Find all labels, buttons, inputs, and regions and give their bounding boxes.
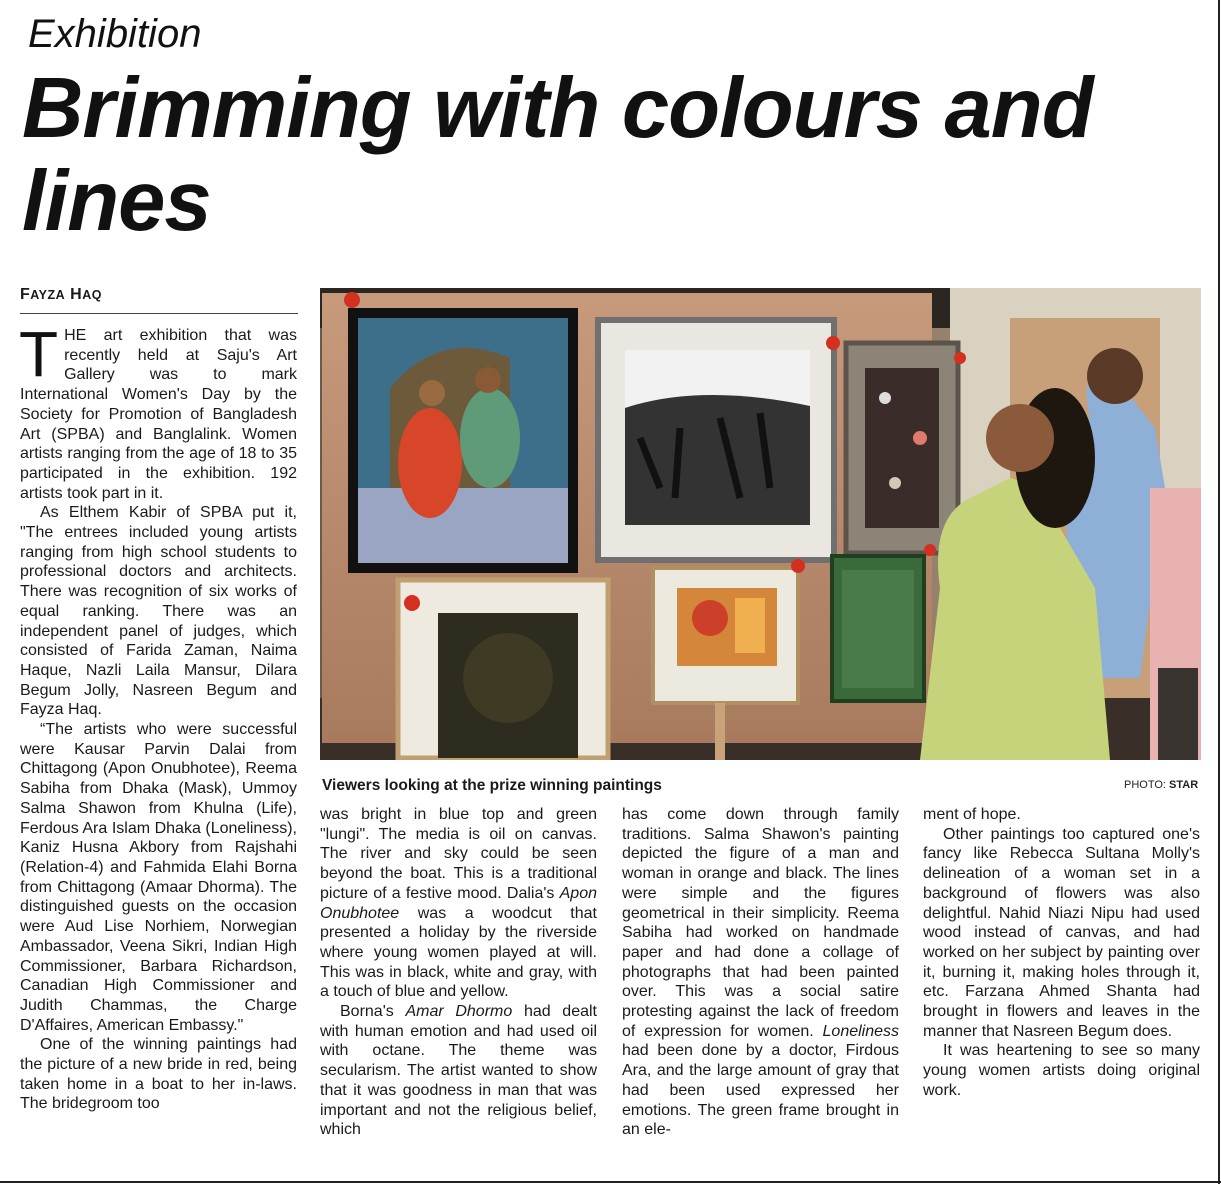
article-column-2 (320, 805, 597, 1140)
photo-credit-source: STAR (1169, 779, 1199, 791)
headline: Brimming with colours and lines (22, 61, 1093, 249)
byline-rule (20, 313, 298, 314)
byline-first-initial: F (20, 286, 31, 303)
photo-credit-prefix: PHOTO: (1124, 779, 1166, 791)
article-paragraph (320, 1002, 597, 1140)
drop-cap: T (19, 318, 59, 390)
byline-first-rest: AYZA (30, 288, 66, 302)
page-border-right (1218, 0, 1220, 1184)
exhibition-photo (320, 288, 1201, 760)
artwork-title: Loneliness (822, 1022, 900, 1040)
artwork-title: Apon Onubhotee (320, 884, 597, 922)
paragraph-text: has come down through family traditions. Salma Shawon's painting depicted the figure of a man and woman in orange and black. The lines were simple and the figures geometrical in their simplicity. Reema Sabiha had worked on handmade paper and had done a collage of photographs that had been painted over. This was a social satire protesting against the lack of freedom of expression for women. (622, 806, 899, 1040)
section-kicker: Exhibition (28, 12, 202, 56)
article-column-4 (923, 805, 1200, 1101)
article-paragraph: Other paintings too captured one's fancy like Rebecca Sultana Molly's delineation of a woman set in a background of flowers was also delightful. Nahid Niazi Nipu had used wood instead of canvas, and had worked on her subject by painting over it, burning it, making holes through it, etc. Farzana Ahmed Shanta had brought in flowers and leaves in the manner that Nasreen Begum does. (923, 825, 1200, 1040)
paragraph-text: had been done by a doctor, Firdous Ara, and the large amount of gray that had been used expressed her emotions. The green frame brought in an ele- (622, 1042, 899, 1139)
article-column-1 (19, 318, 297, 1114)
article-paragraph: ment of hope. (923, 806, 1021, 823)
byline-last-initial: H (70, 286, 83, 303)
photo-caption: Viewers looking at the prize winning paintings (322, 777, 662, 794)
byline-last-rest: AQ (82, 288, 102, 302)
article-column-3 (622, 805, 899, 1140)
paragraph-text: Borna's (340, 1003, 394, 1021)
article-paragraph: One of the winning paintings had the picture of a new bride in red, being taken home in a boat to her in-laws. The bridegroom too (20, 1036, 297, 1113)
paragraph-text: had dealt with human emotion and had used oil with octane. The theme was secularism. The artist wanted to show that it was goodness in man that was important and not the religious belief, which (320, 1003, 598, 1139)
article-paragraph (19, 318, 297, 503)
paragraph-text: HE art exhibition that was recently held at Saju's Art Gallery was to mark International Women's Day by the Society for Promotion of Bangladesh Art (SPBA) and Banglalink. Women artists ranging from the age of 18 to 35 participated in the exhibition. 192 artists took part in it. (20, 327, 297, 502)
artwork-title: Amar Dhormo (405, 1003, 513, 1021)
article-paragraph: It was heartening to see so many young women artists doing original work. (923, 1042, 1200, 1099)
photo-credit (1124, 779, 1198, 791)
paragraph-text: was bright in blue top and green "lungi". The media is oil on canvas. The river and sky could be seen beyond the boat. This is a traditional picture of a festive mood. Dalia's (320, 806, 597, 902)
page-border-bottom (0, 1181, 1221, 1183)
paragraph-text: was a woodcut that presented a holiday by the riverside where young women played at will. This was in black, white and gray, with a touch of blue and yellow. (320, 904, 597, 1001)
article-paragraph (320, 805, 597, 1002)
article-paragraph: As Elthem Kabir of SPBA put it, "The entrees included young artists ranging from high school students to professional doctors and architects. There was recognition of six works of equal ranking. There was an independent panel of judges, which consisted of Farida Zaman, Naima Haque, Nazli Laila Mansur, Dilara Begum Jolly, Nasreen Begum and Fayza Haq. (20, 504, 297, 719)
byline (20, 286, 102, 304)
article-paragraph (622, 805, 899, 1140)
article-paragraph: “The artists who were successful were Kausar Parvin Dalai from Chittagong (Apon Onubhotee), Reema Sabiha from Dhaka (Mask), Ummoy Salma Shawon from Khulna (Life), Ferdous Ara Islam Dhaka (Loneliness), Kaniz Husna Akbory from Rajshahi (Relation-4) and Fahmida Elahi Borna from Chittagong (Amaar Dhorma). The distinguished guests on the occasion were Aud Lise Norhiem, Norwegian Ambassador, Veena Sikri, Indian High Commissioner, Barbara Richardson, Canadian High Commissioner and Judith Chammas, the Charge D'Affaires, American Embassy." (20, 721, 297, 1034)
